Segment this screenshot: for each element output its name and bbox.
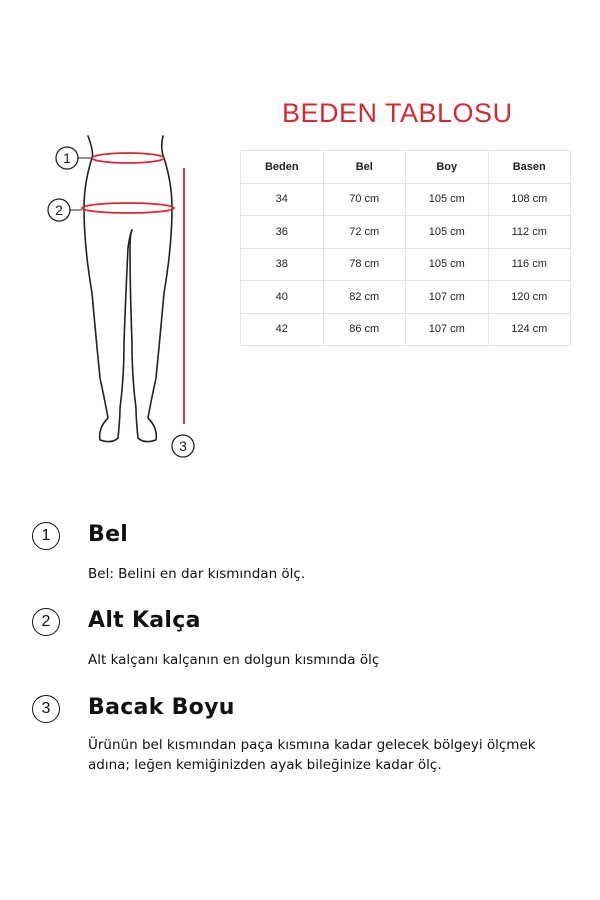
cell-beden: 42 xyxy=(241,313,324,346)
cell-boy: 105 cm xyxy=(406,248,489,281)
cell-bel: 72 cm xyxy=(323,216,406,249)
header-boy: Boy xyxy=(406,151,489,184)
section-heading-bel: Bel xyxy=(88,522,129,547)
cell-bel: 78 cm xyxy=(323,248,406,281)
svg-text:1: 1 xyxy=(63,150,71,166)
figure-right-leg-outline xyxy=(130,158,172,442)
table-row xyxy=(241,248,571,281)
size-chart-title: BEDEN TABLOSU xyxy=(282,98,513,128)
section-heading-bacak-boyu: Bacak Boyu xyxy=(88,695,235,720)
svg-text:2: 2 xyxy=(55,202,63,218)
cell-boy: 107 cm xyxy=(406,313,489,346)
cell-basen: 120 cm xyxy=(488,281,571,314)
section-number-2: 2 xyxy=(32,608,60,636)
cell-boy: 107 cm xyxy=(406,281,489,314)
leg-measurement-figure xyxy=(40,128,210,468)
section-number-3: 3 xyxy=(32,695,60,723)
cell-basen: 108 cm xyxy=(488,183,571,216)
cell-beden: 38 xyxy=(241,248,324,281)
figure-marker-2 xyxy=(48,199,82,221)
table-row xyxy=(241,281,571,314)
cell-bel: 70 cm xyxy=(323,183,406,216)
figure-left-leg-outline xyxy=(84,158,132,442)
table-row xyxy=(241,313,571,346)
header-bel: Bel xyxy=(323,151,406,184)
table-row xyxy=(241,216,571,249)
figure-marker-1 xyxy=(56,147,92,169)
section-description-alt-kalca: Alt kalçanı kalçanın en dolgun kısmında ölç xyxy=(88,652,380,668)
cell-basen: 112 cm xyxy=(488,216,571,249)
hip-measure-line xyxy=(82,203,174,213)
size-table xyxy=(240,150,571,346)
svg-text:3: 3 xyxy=(179,438,187,454)
header-basen: Basen xyxy=(488,151,571,184)
cell-beden: 36 xyxy=(241,216,324,249)
section-description-bel: Bel: Belini en dar kısmından ölç. xyxy=(88,566,306,582)
table-header-row xyxy=(241,151,571,184)
cell-bel: 82 cm xyxy=(323,281,406,314)
cell-boy: 105 cm xyxy=(406,183,489,216)
figure-marker-3 xyxy=(172,435,194,457)
header-beden: Beden xyxy=(241,151,324,184)
cell-boy: 105 cm xyxy=(406,216,489,249)
section-description-bacak-boyu: Ürünün bel kısmından paça kısmına kadar gelecek bölgeyi ölçmek adına; leğen kemiğinizden ayak bileğinize kadar ölç. xyxy=(88,737,536,773)
cell-basen: 116 cm xyxy=(488,248,571,281)
section-number-1: 1 xyxy=(32,522,60,550)
cell-beden: 34 xyxy=(241,183,324,216)
cell-beden: 40 xyxy=(241,281,324,314)
section-heading-alt-kalca: Alt Kalça xyxy=(88,608,201,633)
cell-bel: 86 cm xyxy=(323,313,406,346)
table-row xyxy=(241,183,571,216)
cell-basen: 124 cm xyxy=(488,313,571,346)
waist-measure-line xyxy=(92,153,164,163)
